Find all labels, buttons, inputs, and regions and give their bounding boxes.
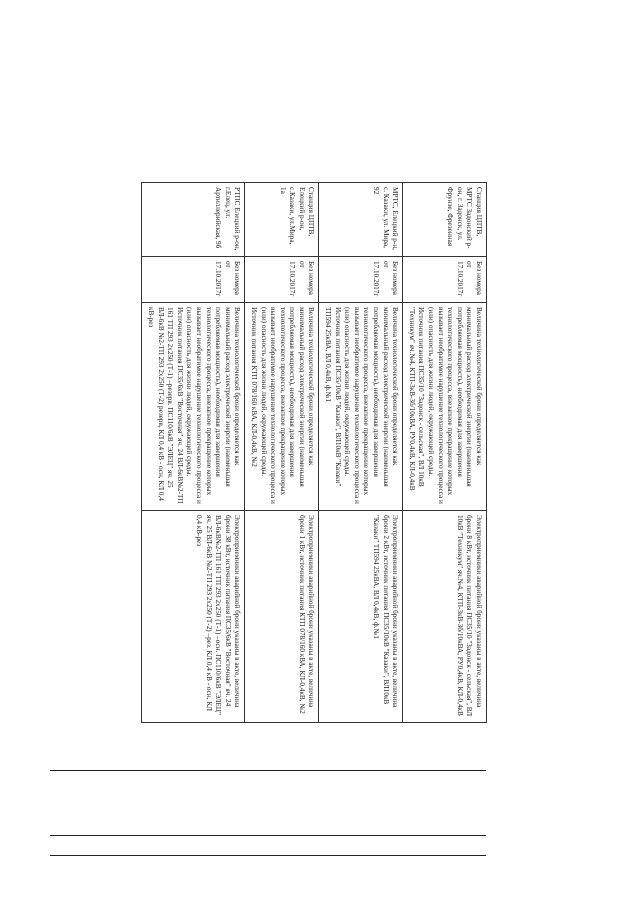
rotated-table-container bbox=[147, 182, 487, 722]
cell-meter: Без номера от 17.10.2017г bbox=[245, 257, 319, 303]
divider-line bbox=[50, 835, 486, 836]
cell-value: Электроприемники аварийной брони указаны в акте, величина брони 1 кВт, источник питания КТП 078/160 кВА, КЛ-0,4кВ, №2 bbox=[245, 511, 319, 723]
cell-location: Станция ЦПТВ, МРТС Задонский р-он, г. Задонск, ул. Фрунзе, Фрезенная bbox=[403, 183, 487, 257]
divider-line bbox=[50, 770, 486, 771]
table-row bbox=[403, 183, 487, 723]
cell-definition: Величина технологической брони определяется как минимальный расход электрической энергии (наименьшая потребляемая мощность), необходимая для завершения технологического процесса, внезапное прекращение которых вызывает необратимое нарушение технологического процесса и (или) опасность для жизни людей, окружающей среды. Источник питания ПС35/10 "Задонск - сельская", ВЛ 10кВ "Техникум" яч.№4, КТП-3кВ-3б/10кВА, РУ0,4кВ, КЛ-0,4кВ bbox=[403, 303, 487, 511]
cell-meter: Без номера от 17.10.2017г bbox=[403, 257, 487, 303]
cell-meter: Без номера от 17.10.2017г bbox=[319, 257, 403, 303]
cell-value: Электроприемники аварийной брони указаны в акте, величина брони 2 кВт, источник питания ПС35/10кВ "Казаки", ВЛ10кВ "Казаки" ТП594 25кВА, ВЛ 0,4кВ, ф.№1 bbox=[319, 511, 403, 723]
cell-definition: Величина технологической брони определяется как минимальный расход электрической энергии (наименьшая потребляемая мощность), необходимая для завершения технологического процесса, внезапное прекращение которых вызывает необратимое нарушение технологического процесса и (или) опасность для жизни людей, окружающей среды. Источник питания КТП 078/160 кВА, КЛ-0,4кВ, №2 bbox=[245, 303, 319, 511]
cell-location: РТПС Елецкий р-он, г.Елец, ул. Артиллерийская, 9б bbox=[142, 183, 245, 257]
cell-location: МРТС, Елецкий р-н, с. Казаки, ул. Мира, 92 bbox=[319, 183, 403, 257]
divider-line bbox=[50, 855, 486, 856]
cell-definition: Величина технологической брони определяется как минимальный расход электрической энергии (наименьшая потребляемая мощность), необходимая для завершения технологического процесса, внезапное прекращение которых вызывает необратимое нарушение технологического процесса и (или) опасность для жизни людей, окружающей среды. Источник питания ПС35/10кВ "Казаки", ВЛ10кВ "Казаки" ТП594 25кВА, ВЛ 0,4кВ, ф.№1 bbox=[319, 303, 403, 511]
table-row bbox=[142, 183, 245, 723]
cell-definition: Величина технологической брони определяется как минимальный расход электрической энергии (наименьшая потребляемая мощность), необходимая для завершения технологического процесса, внезапное прекращение которых вызывает необратимое нарушение технологического процесса и (или) опасность для жизни людей, окружающей среды. Источник питания ПС35/6кВ "Восточная" яч. 24 ВЛ-6кВ№2-ТП 161 ТП 293 2х250 (Т-1) –резерв. ПС110/6кВ "ЭЛЕЦ" яч. 25 ВЛ-6кВ №2-ТП 293 2х250 (Т-2) резерв, КЛ 0,4 кВ - осн, КЛ 0,4 кВ-рез bbox=[142, 303, 245, 511]
cell-value: Электроприемники аварийной брони указаны в акте, величина брони 8 кВт, источник питания ПС35/10 "Задонск - сельская", ВЛ 10кВ "Техникум" яч.№4, КТП-3кВ-3б/10кВА, РУ0,4кВ, КЛ-0,4кВ bbox=[403, 511, 487, 723]
table-row bbox=[319, 183, 403, 723]
table-row bbox=[245, 183, 319, 723]
cell-location: Станция ЦПТВ, Елецкий р-он, с.Казаки, ул.Мира, 1а bbox=[245, 183, 319, 257]
cell-value: Электроприемники аварийной брони указаны в акте, величина брони 38 кВт, источник питания ПС35/6кВ "Восточная" яч. 24 ВЛ-6кВ№2-ТП 161 ТП 293 2х250 (Т-1) –осн. ПС110/6кВ "ЭЛЕЦ" яч. 25 ВЛ-6кВ №2-ТП 293 2х250 (Т-2) –рез. КЛ 0,4 кВ - осн, КЛ 0,4 кВ-рез bbox=[142, 511, 245, 723]
armor-table bbox=[141, 182, 487, 723]
cell-meter: Без номера от 17.10.2017г bbox=[142, 257, 245, 303]
